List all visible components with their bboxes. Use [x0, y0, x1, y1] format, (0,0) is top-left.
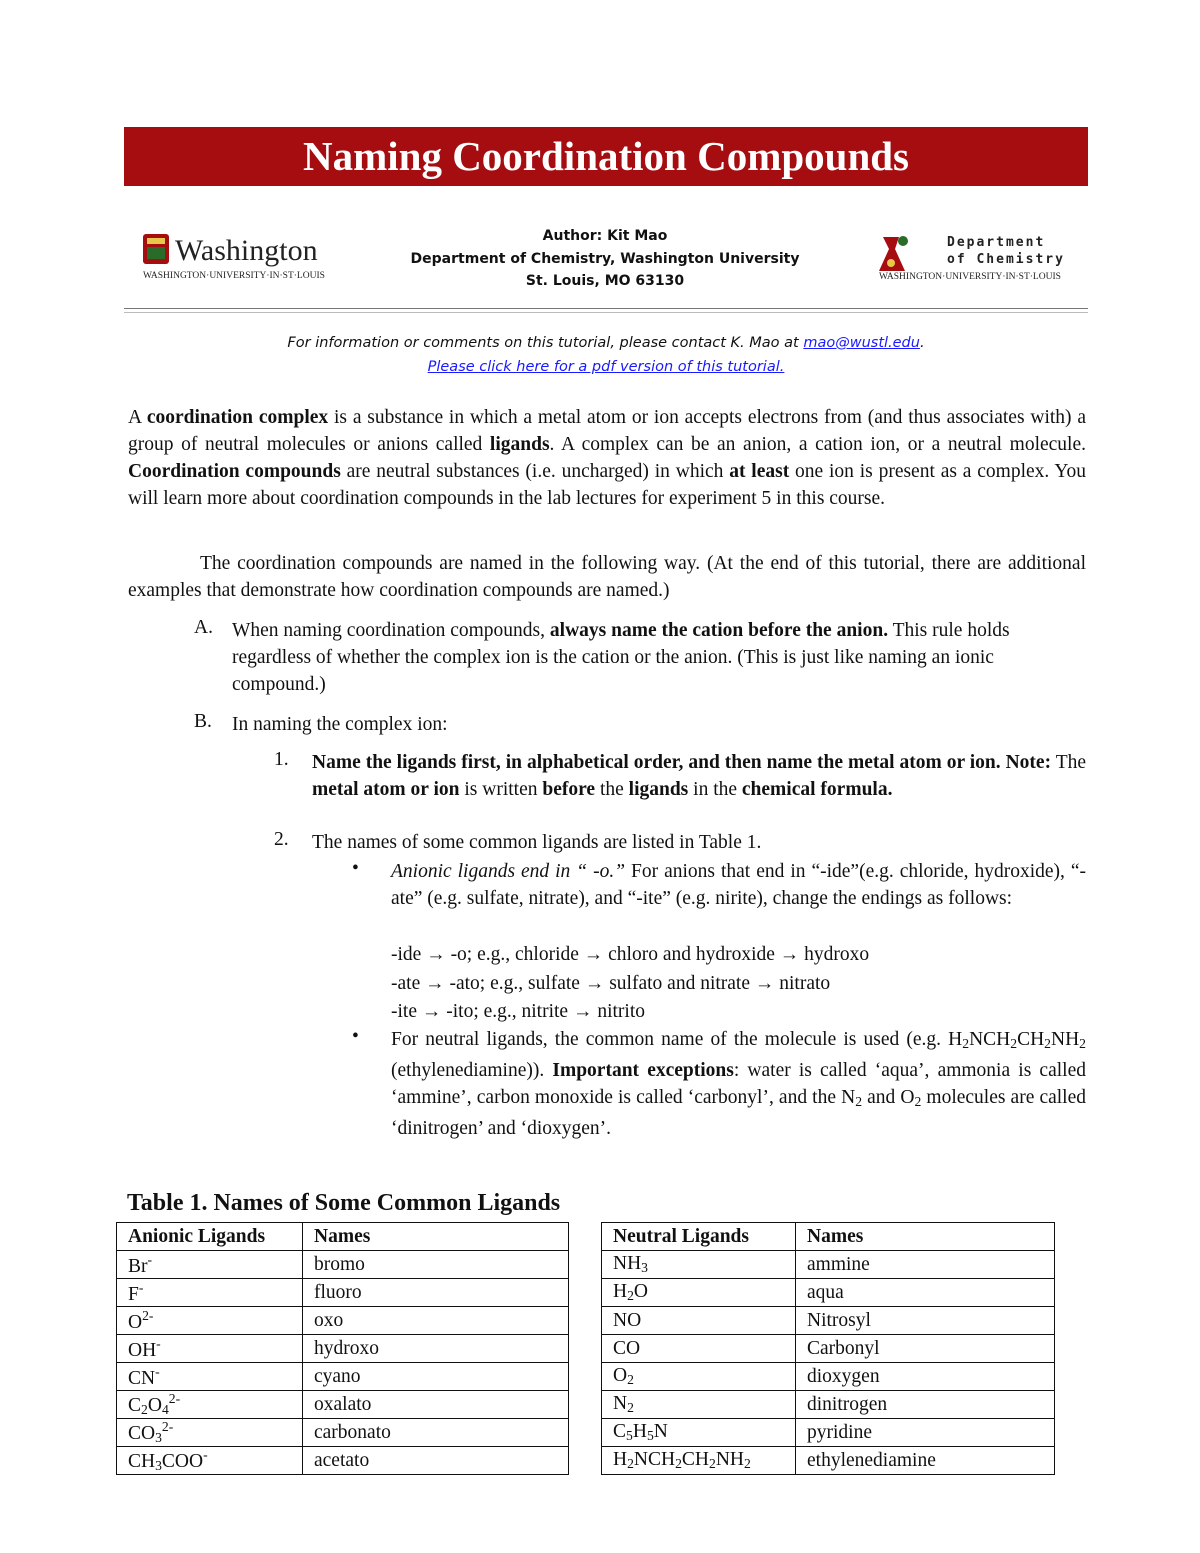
naming-intro-paragraph: The coordination compounds are named in the following way. (At the end of this tutorial, there are additional examples that demonstrate how coordination compounds are named.)	[128, 553, 1086, 601]
contact-text: For information or comments on this tutorial, please contact K. Mao at	[287, 335, 804, 351]
ethylenediamine-formula: $H_2NCH_2CH_2NH_2$	[948, 1029, 1086, 1051]
university-seal-icon	[143, 234, 169, 264]
ligand-name: fluoro	[303, 1279, 569, 1307]
ending-rule-ite: -ite → -ito; e.g., nitrite → nitrito	[391, 1001, 645, 1022]
table-row	[117, 1363, 569, 1391]
rule-b: In naming the complex ion:	[232, 714, 448, 735]
table-row	[117, 1251, 569, 1279]
table-title: Table 1. Names of Some Common Ligands	[127, 1190, 561, 1216]
table-row	[117, 1447, 569, 1475]
list-marker-2: 2.	[274, 829, 289, 850]
ligand-name: Carbonyl	[796, 1335, 1055, 1363]
ligand-name: oxalato	[303, 1391, 569, 1419]
author-name: Author: Kit Mao	[542, 228, 668, 244]
pdf-link[interactable]: Please click here for a pdf version of this tutorial.	[427, 359, 785, 375]
table-header: Names	[796, 1223, 1055, 1251]
ligand-formula: $CH_3COO^-$	[117, 1447, 303, 1475]
ligand-formula: CO	[602, 1335, 796, 1363]
table-header: Anionic Ligands	[117, 1223, 303, 1251]
ligand-name: ammine	[796, 1251, 1055, 1279]
washington-university-logo	[141, 230, 341, 282]
table-row	[602, 1363, 1055, 1391]
logo-wordmark: Washington	[175, 234, 318, 267]
contact-suffix: .	[919, 335, 925, 351]
ligand-formula: NO	[602, 1307, 796, 1335]
flask-icon	[879, 236, 908, 271]
ligand-name: hydroxo	[303, 1335, 569, 1363]
bullet-icon: •	[352, 858, 359, 879]
ligand-formula: $C_5H_5N$	[602, 1419, 796, 1447]
divider	[124, 308, 1088, 313]
author-block	[360, 225, 850, 293]
table-row	[117, 1391, 569, 1419]
ligand-formula: F-	[117, 1279, 303, 1307]
table-header: Names	[303, 1223, 569, 1251]
neutral-ligand-rule: For neutral ligands, the common name of the molecule is used (e.g. $H_2NCH_2CH_2NH_2$ (ethylenediamine)). Important exceptions: water is called ‘aqua’, ammonia is called ‘ammine’, carbon monoxide is called ‘carbonyl’, and the $N_2$ and $O_2$ molecules are called ‘dinitrogen’ and ‘dioxygen’.	[391, 1029, 1087, 1139]
author-department: Department of Chemistry, Washington University	[410, 250, 800, 267]
ligand-name: aqua	[796, 1279, 1055, 1307]
contact-line	[124, 331, 1088, 355]
ligand-formula: $NH_3$	[602, 1251, 796, 1279]
ligand-formula: $CO_3^{2-}$	[117, 1419, 303, 1447]
table-row	[602, 1391, 1055, 1419]
ligand-formula: $O^{2-}$	[117, 1307, 303, 1335]
logo-chemistry-line: of Chemistry	[947, 252, 1065, 267]
ligand-name: cyano	[303, 1363, 569, 1391]
logo-department-line: Department	[947, 235, 1046, 250]
chemistry-department-logo	[877, 231, 1077, 283]
email-link[interactable]: mao@wustl.edu	[803, 335, 920, 351]
ligand-name: ethylenediamine	[796, 1447, 1055, 1475]
neutral-ligands-table	[601, 1222, 1055, 1475]
table-row	[602, 1251, 1055, 1279]
logo-subtext: WASHINGTON·UNIVERSITY·IN·ST·LOUIS	[879, 272, 1061, 282]
rule-a: When naming coordination compounds, always name the cation before the anion. This rule holds regardless of whether the complex ion is the cation or the anion. (This is just like naming an ionic compound.)	[232, 620, 1010, 695]
ending-rule-ate: -ate → -ato; e.g., sulfate → sulfato and nitrate → nitrato	[391, 973, 831, 994]
ligand-name: bromo	[303, 1251, 569, 1279]
table-row	[602, 1279, 1055, 1307]
ligand-formula: $H_2NCH_2CH_2NH_2$	[602, 1447, 796, 1475]
anionic-ligand-rule: Anionic ligands end in “ -o.” For anions that end in “-ide”(e.g. chloride, hydroxide), “-ate” (e.g. sulfate, nitrate), and “-ite” (e.g. nirite), change the endings as follows:	[391, 861, 1087, 909]
ligand-name: dinitrogen	[796, 1391, 1055, 1419]
list-marker-a: A.	[194, 617, 213, 638]
ligand-formula: Br-	[117, 1251, 303, 1279]
table-row	[602, 1447, 1055, 1475]
anionic-ligands-table	[116, 1222, 569, 1475]
ligand-formula: $H_2O$	[602, 1279, 796, 1307]
list-marker-b: B.	[194, 711, 212, 732]
ligand-name: oxo	[303, 1307, 569, 1335]
ligand-formula: OH-	[117, 1335, 303, 1363]
ligand-name: pyridine	[796, 1419, 1055, 1447]
author-address: St. Louis, MO 63130	[525, 273, 685, 289]
table-row	[602, 1335, 1055, 1363]
table-row	[602, 1419, 1055, 1447]
table-row	[117, 1279, 569, 1307]
ligand-name: dioxygen	[796, 1363, 1055, 1391]
ligand-formula: CN-	[117, 1363, 303, 1391]
dinitrogen-formula: $N_2$	[841, 1087, 863, 1109]
ligand-formula: $C_2O_4^{2-}$	[117, 1391, 303, 1419]
logo-subtext: WASHINGTON·UNIVERSITY·IN·ST·LOUIS	[143, 271, 325, 281]
ligand-formula: $N_2$	[602, 1391, 796, 1419]
ligand-name: acetato	[303, 1447, 569, 1475]
table-row	[117, 1307, 569, 1335]
ligand-name: Nitrosyl	[796, 1307, 1055, 1335]
page-title: Naming Coordination Compounds	[124, 127, 1088, 186]
table-header: Neutral Ligands	[602, 1223, 796, 1251]
intro-paragraph: A coordination complex is a substance in which a metal atom or ion accepts electrons from (and thus associates with) a group of neutral molecules or anions called ligands. A complex can be an anion, a cation ion, or a neutral molecule. Coordination compounds are neutral substances (i.e. uncharged) in which at least one ion is present as a complex. You will learn more about coordination compounds in the lab lectures for experiment 5 in this course.	[128, 407, 1087, 509]
rule-1: Name the ligands first, in alphabetical order, and then name the metal atom or ion. Note: The metal atom or ion is written before the ligands in the chemical formula.	[312, 752, 1087, 800]
ligand-formula: $O_2$	[602, 1363, 796, 1391]
table-row	[117, 1335, 569, 1363]
table-row	[602, 1307, 1055, 1335]
ending-rule-ide: -ide → -o; e.g., chloride → chloro and hydroxide → hydroxo	[391, 944, 870, 965]
table-row	[117, 1419, 569, 1447]
bullet-icon: •	[352, 1026, 359, 1047]
rule-2: The names of some common ligands are listed in Table 1.	[312, 832, 762, 853]
dioxygen-formula: $O_2$	[900, 1087, 922, 1109]
ligand-name: carbonato	[303, 1419, 569, 1447]
list-marker-1: 1.	[274, 749, 289, 770]
